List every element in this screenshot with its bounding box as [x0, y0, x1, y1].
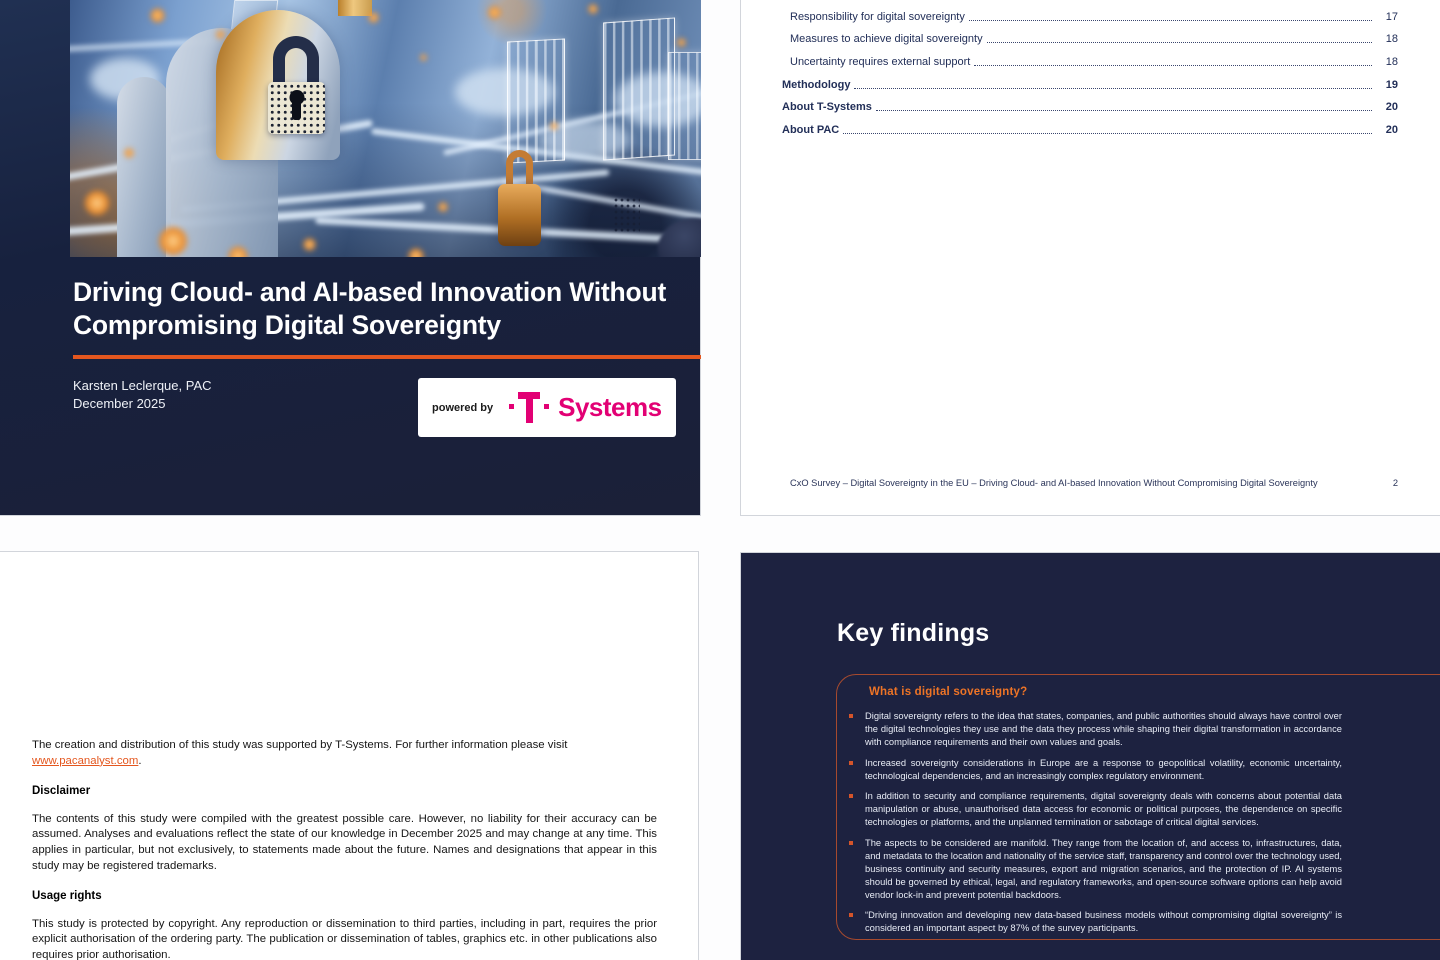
- dotted-leader: [843, 133, 1372, 134]
- page-number: 2: [1392, 478, 1398, 488]
- small-padlock-shackle: [506, 150, 533, 187]
- page-legal: [0, 551, 699, 960]
- bullet-square-icon: [849, 714, 853, 718]
- bullet-square-icon: [849, 794, 853, 798]
- wireframe-building: [507, 38, 565, 163]
- t-logo-icon: [509, 392, 549, 423]
- brand-name: Systems: [558, 392, 662, 422]
- dotted-leader: [854, 88, 1372, 89]
- key-finding-item: Increased sovereignty considerations in Europe are a response to geopolitical volatility, economic uncertainty, technological dependencies, and an increasingly complex regulatory environment.: [865, 757, 1342, 783]
- toc-item[interactable]: Methodology 19: [782, 78, 1398, 91]
- usage-rights-heading: Usage rights: [32, 890, 102, 903]
- dot-matrix-cube: [613, 197, 640, 232]
- toc-item[interactable]: About PAC 20: [782, 124, 1398, 137]
- title-accent-rule: [73, 355, 701, 359]
- cover-author: Karsten Leclerque, PAC: [73, 378, 212, 393]
- footer-running-title: CxO Survey – Digital Sovereignty in the EU – Driving Cloud- and AI-based Innovation Without Compromising Digital Sovereignty: [790, 478, 1318, 488]
- toc-item[interactable]: Responsibility for digital sovereignty 17: [790, 10, 1398, 23]
- key-findings-box-heading: What is digital sovereignty?: [869, 686, 1028, 698]
- key-findings-list: [837, 710, 1440, 935]
- wireframe-building: [603, 17, 675, 160]
- disclaimer-text: The contents of this study were compiled with the greatest possible care. However, no liability for their accuracy can be assumed. Analyses and evaluations reflect the state of our knowledge in December 2025 and may change at any time. This applies in particular, but not exclusively, to statements made about the future. Names and designations that appear in this study may be registered trademarks.: [32, 812, 657, 872]
- key-finding-item: In addition to security and compliance requirements, digital sovereignty deals with concerns about potential data manipulation or abuse, unauthorised data access for economic or political purposes, the dependence on specific technologies or platforms, and the unplanned termination or sabotage of critical digital services.: [865, 790, 1342, 829]
- cover-title: Driving Cloud- and AI-based Innovation Without Compromising Digital Sovereignty: [73, 277, 667, 340]
- gold-column: [338, 0, 372, 16]
- key-findings-title: Key findings: [837, 619, 990, 647]
- page-cover: [0, 0, 701, 516]
- cover-artwork: [70, 0, 701, 257]
- key-findings-box: [836, 674, 1440, 940]
- padlock-shackle: [273, 36, 319, 82]
- pacanalyst-link[interactable]: www.pacanalyst.com: [32, 754, 139, 767]
- toc-list: [782, 1, 1398, 137]
- dotted-leader: [974, 65, 1372, 66]
- dotted-leader: [876, 110, 1372, 111]
- toc-item[interactable]: Uncertainty requires external support 18: [790, 56, 1398, 69]
- padlock-keyhole-plate: [268, 82, 325, 134]
- toc-item[interactable]: About T-Systems 20: [782, 101, 1398, 114]
- wireframe-building: [668, 52, 701, 160]
- key-finding-item: The aspects to be considered are manifold. They range from the location of, and access to, infrastructures, data, and metadata to the location and nationality of the service staff, transparency and control over the technology used, business continuity and security measures, export and migration scenarios, and the protection of IP. AI systems should be governed by ethical, legal, and regulatory frameworks, and open-source software options can help avoid vendor lock-in and prevent potential backdoors.: [865, 837, 1342, 902]
- bullet-square-icon: [849, 761, 853, 765]
- dotted-leader: [987, 42, 1372, 43]
- usage-rights-text: This study is protected by copyright. Any reproduction or dissemination to third parties, including in part, requires the prior explicit authorisation of the ordering party. The publication or dissemination of tables, graphics etc. in other publications also requires prior authorisation.: [32, 917, 657, 960]
- cover-date: December 2025: [73, 395, 166, 411]
- powered-by-label: powered by: [432, 401, 494, 414]
- keyhole-icon: [289, 90, 304, 105]
- page-key-findings: [740, 552, 1440, 960]
- powered-by-tsystems-logo: [418, 378, 676, 437]
- key-finding-item: “Driving innovation and developing new data-based business models without compromising digital sovereignty” is considered an important aspect by 87% of the survey participants.: [865, 909, 1342, 935]
- small-padlock-icon: [498, 184, 541, 246]
- dotted-leader: [969, 20, 1372, 21]
- key-finding-item: Digital sovereignty refers to the idea that states, companies, and public authorities should always have control over the digital technologies they use and the data they process while shaping their digital transformation in accordance with compliance requirements and their own values and goals.: [865, 710, 1342, 749]
- page-toc: [740, 0, 1440, 516]
- disclaimer-heading: Disclaimer: [32, 785, 91, 798]
- bullet-square-icon: [849, 841, 853, 845]
- legal-intro-paragraph: The creation and distribution of this study was supported by T-Systems. For further information please visit www.pacanalyst.com.: [32, 739, 568, 767]
- bullet-square-icon: [849, 913, 853, 917]
- toc-item[interactable]: Measures to achieve digital sovereignty 18: [790, 33, 1398, 46]
